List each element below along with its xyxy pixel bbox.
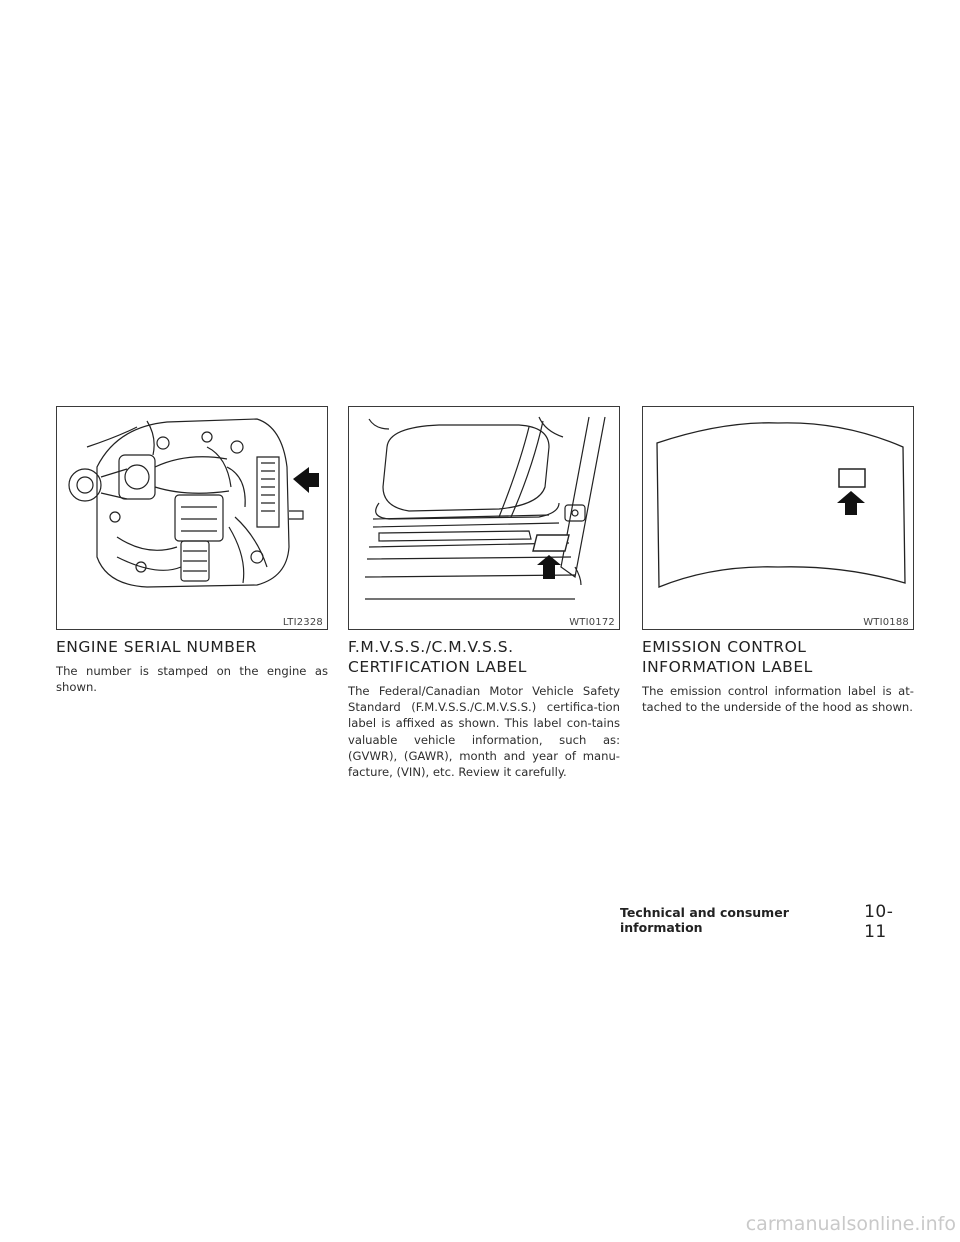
section-title-line1: F.M.V.S.S./C.M.V.S.S. [348,638,514,656]
door-sill-drawing [349,407,619,629]
page-number: 10-11 [864,902,894,942]
section-body: The number is stamped on the engine as shown. [56,664,328,695]
arrow-up-icon [837,491,865,515]
section-body: The emission control information label is at-tached to the underside of the hood as shown. [642,684,914,715]
figure-code: LTI2328 [282,617,323,628]
section-title-line1: EMISSION CONTROL [642,638,807,656]
figure-code: WTI0172 [569,617,615,628]
watermark: carmanualsonline.info [745,1213,956,1235]
hood-illustration [642,406,914,630]
section-body: The Federal/Canadian Motor Vehicle Safety Standard (F.M.V.S.S./C.M.V.S.S.) certifica-tion label is affixed as shown. This label con-tains valuable vehicle information, such as: (GVWR), (GAWR), month and year of manu-facture, (VIN), etc. Review it carefully. [348,684,620,780]
section-title [348,637,620,677]
engine-serial-section [56,406,328,695]
engine-drawing [57,407,327,629]
label-outline [839,469,865,487]
footer-section-name: Technical and consumer information [620,905,789,935]
hood-drawing [643,407,913,629]
section-title: ENGINE SERIAL NUMBER [56,638,257,656]
section-title-line2: INFORMATION LABEL [642,658,813,676]
figure-code: WTI0188 [863,617,909,628]
engine-illustration [56,406,328,630]
door-sill-illustration [348,406,620,630]
label-outline [533,535,569,551]
page-footer [620,902,912,942]
section-title-line2: CERTIFICATION LABEL [348,658,527,676]
section-title [642,637,914,677]
certification-label-section [348,406,620,780]
arrow-left-icon [293,467,319,493]
emission-label-section [642,406,914,715]
